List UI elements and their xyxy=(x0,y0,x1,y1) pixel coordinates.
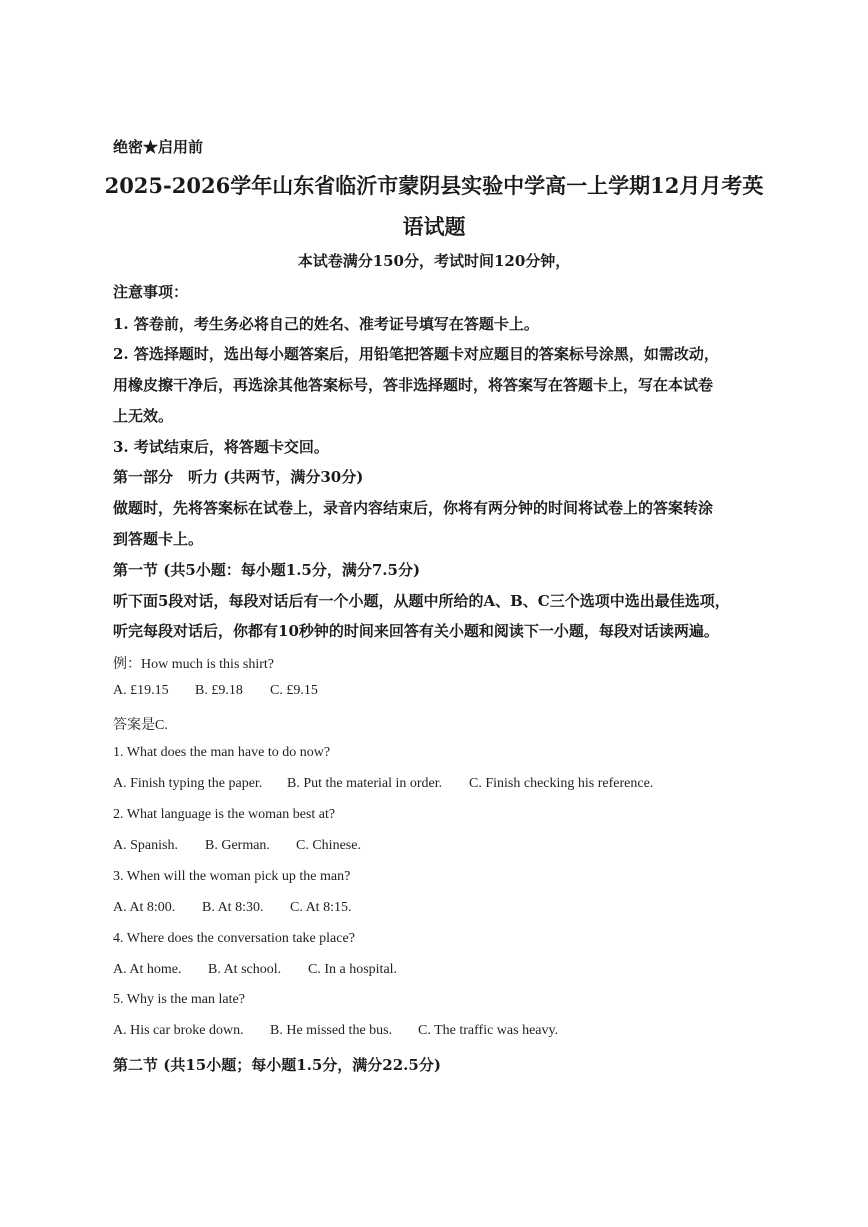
exam-subtitle: 本试卷满分150分，考试时间120分钟， xyxy=(297,252,571,270)
question-2: 2. What language is the woman best at? xyxy=(113,807,336,822)
section2-heading: 第二节 (共15小题；每小题1.5分，满分22.5分) xyxy=(113,1056,441,1074)
question-4-option-b: B. At school. xyxy=(208,962,282,977)
secret-mark: 绝密★启用前 xyxy=(113,138,204,156)
example-option-a: A. £19.15 xyxy=(113,683,169,698)
section1-instruction-line1: 听下面5段对话，每段对话后有一个小题，从题中所给的A、B、C三个选项中选出最佳选项， xyxy=(113,592,730,610)
notice-item-1: 1. 答卷前，考生务必将自己的姓名、准考证号填写在答题卡上。 xyxy=(113,315,539,333)
notice-item-2-line1: 2. 答选择题时，选出每小题答案后，用铅笔把答题卡对应题目的答案标号涂黑，如需改动， xyxy=(113,345,719,363)
question-4-option-c: C. In a hospital. xyxy=(308,962,398,977)
question-1-option-a: A. Finish typing the paper. xyxy=(113,776,263,791)
question-1-options xyxy=(113,776,653,792)
question-3-option-c: C. At 8:15. xyxy=(290,900,352,915)
question-3-option-a: A. At 8:00. xyxy=(113,900,176,915)
question-1-option-b: B. Put the material in order. xyxy=(287,776,443,791)
notice-heading: 注意事项： xyxy=(113,283,189,301)
notice-item-2-line2: 用橡皮擦干净后，再选涂其他答案标号，答非选择题时，将答案写在答题卡上，写在本试卷 xyxy=(113,376,714,394)
part1-instruction-line1: 做题时，先将答案标在试卷上，录音内容结束后，你将有两分钟的时间将试卷上的答案转涂 xyxy=(113,499,714,517)
example-answer: 答案是C. xyxy=(113,718,168,733)
notice-item-2-line3: 上无效。 xyxy=(113,407,174,425)
question-4-option-a: A. At home. xyxy=(113,962,182,977)
question-3: 3. When will the woman pick up the man? xyxy=(113,869,351,884)
section1-instruction-line2: 听完每段对话后，你都有10秒钟的时间来回答有关小题和阅读下一小题，每段对话读两遍。 xyxy=(113,622,719,640)
exam-title-line2: 语试题 xyxy=(402,214,466,239)
example-option-b: B. £9.18 xyxy=(195,683,243,698)
question-3-option-b: B. At 8:30. xyxy=(202,900,264,915)
question-2-options xyxy=(113,838,361,854)
part1-instruction-line2: 到答题卡上。 xyxy=(113,530,204,548)
question-2-option-b: B. German. xyxy=(205,838,270,853)
section1-heading: 第一节 (共5小题：每小题1.5分，满分7.5分) xyxy=(113,561,421,579)
question-5-options xyxy=(113,1023,558,1039)
question-1-option-c: C. Finish checking his reference. xyxy=(469,776,654,791)
question-1: 1. What does the man have to do now? xyxy=(113,745,331,760)
notice-item-3: 3. 考试结束后，将答题卡交回。 xyxy=(113,438,329,456)
question-2-option-c: C. Chinese. xyxy=(296,838,361,853)
question-5-option-c: C. The traffic was heavy. xyxy=(418,1023,559,1038)
question-4: 4. Where does the conversation take place? xyxy=(113,931,355,946)
question-5: 5. Why is the man late? xyxy=(113,992,245,1007)
question-4-options xyxy=(113,962,397,978)
question-2-option-a: A. Spanish. xyxy=(113,838,178,853)
question-5-option-a: A. His car broke down. xyxy=(113,1023,244,1038)
exam-title-line1: 2025-2026学年山东省临沂市蒙阴县实验中学高一上学期12月月考英 xyxy=(104,173,764,198)
question-3-options xyxy=(113,900,351,916)
question-5-option-b: B. He missed the bus. xyxy=(270,1023,393,1038)
part1-heading: 第一部分 听力 (共两节，满分30分) xyxy=(113,468,364,486)
example-question: 例：How much is this shirt? xyxy=(113,657,274,672)
example-options xyxy=(113,683,318,699)
example-option-c: C. £9.15 xyxy=(270,683,318,698)
